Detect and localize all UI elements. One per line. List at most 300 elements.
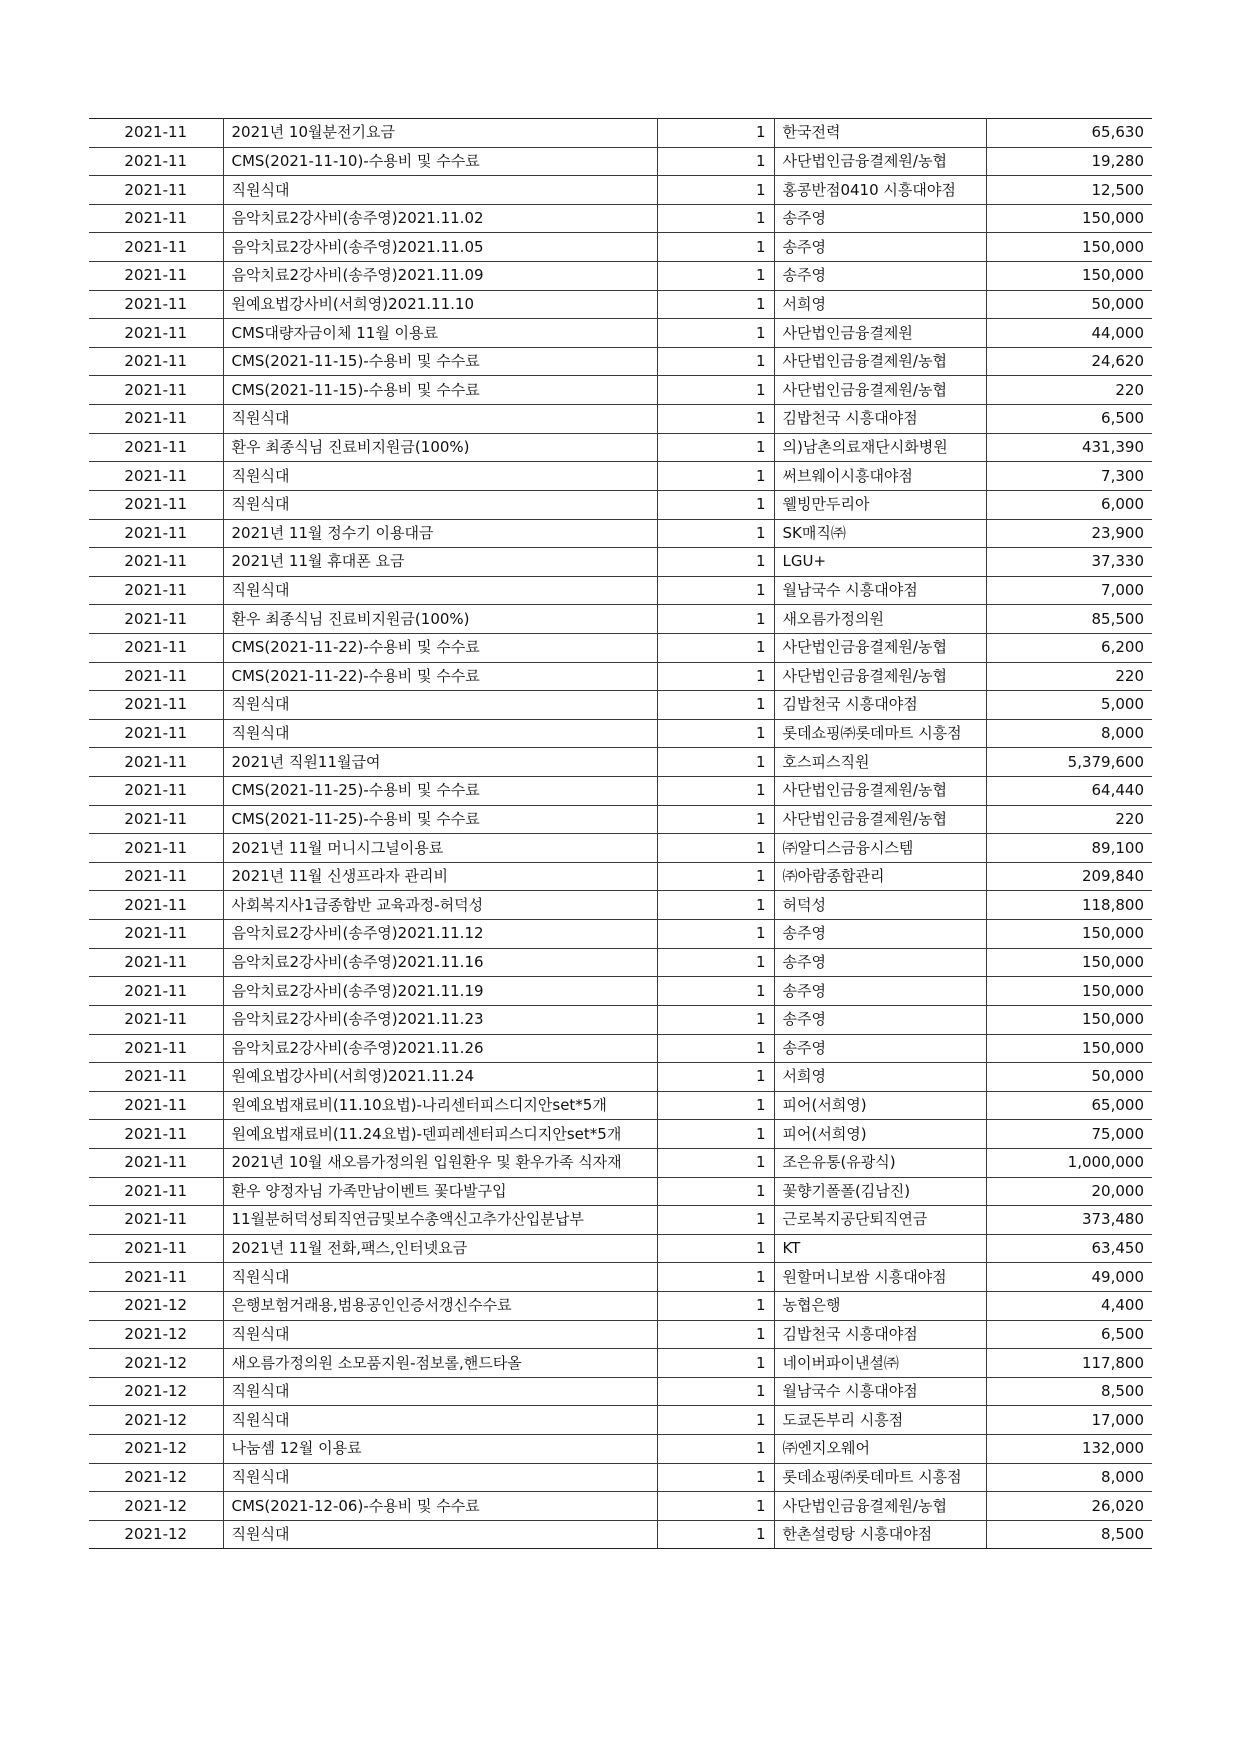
quantity-cell: 1 xyxy=(657,1177,774,1206)
table-row xyxy=(89,490,1152,519)
amount-cell: 19,280 xyxy=(986,147,1152,176)
vendor-cell: 호스피스직원 xyxy=(774,748,986,777)
table-row xyxy=(89,1263,1152,1292)
period-cell: 2021-11 xyxy=(89,319,223,348)
description-cell: 2021년 11월 신생프라자 관리비 xyxy=(223,862,657,891)
amount-cell: 44,000 xyxy=(986,319,1152,348)
amount-cell: 37,330 xyxy=(986,548,1152,577)
description-cell: 2021년 직원11월급여 xyxy=(223,748,657,777)
description-cell: 2021년 10월분전기요금 xyxy=(223,119,657,148)
vendor-cell: 한촌설렁탕 시흥대야점 xyxy=(774,1520,986,1549)
vendor-cell: 사단법인금융결제원/농협 xyxy=(774,1492,986,1521)
amount-cell: 431,390 xyxy=(986,433,1152,462)
table-row xyxy=(89,1520,1152,1549)
amount-cell: 50,000 xyxy=(986,1063,1152,1092)
table-row xyxy=(89,748,1152,777)
table-row xyxy=(89,1177,1152,1206)
amount-cell: 26,020 xyxy=(986,1492,1152,1521)
quantity-cell: 1 xyxy=(657,1320,774,1349)
table-row xyxy=(89,1291,1152,1320)
period-cell: 2021-11 xyxy=(89,805,223,834)
period-cell: 2021-11 xyxy=(89,920,223,949)
table-row xyxy=(89,1406,1152,1435)
period-cell: 2021-12 xyxy=(89,1349,223,1378)
description-cell: 음악치료2강사비(송주영)2021.11.12 xyxy=(223,920,657,949)
description-cell: 직원식대 xyxy=(223,719,657,748)
quantity-cell: 1 xyxy=(657,204,774,233)
vendor-cell: 송주영 xyxy=(774,1034,986,1063)
period-cell: 2021-11 xyxy=(89,262,223,291)
period-cell: 2021-11 xyxy=(89,748,223,777)
period-cell: 2021-11 xyxy=(89,290,223,319)
amount-cell: 65,000 xyxy=(986,1091,1152,1120)
amount-cell: 373,480 xyxy=(986,1206,1152,1235)
quantity-cell: 1 xyxy=(657,262,774,291)
quantity-cell: 1 xyxy=(657,719,774,748)
amount-cell: 150,000 xyxy=(986,948,1152,977)
period-cell: 2021-11 xyxy=(89,576,223,605)
vendor-cell: 사단법인금융결제원/농협 xyxy=(774,633,986,662)
vendor-cell: ㈜알디스금융시스템 xyxy=(774,834,986,863)
quantity-cell: 1 xyxy=(657,1034,774,1063)
amount-cell: 4,400 xyxy=(986,1291,1152,1320)
amount-cell: 118,800 xyxy=(986,891,1152,920)
description-cell: 직원식대 xyxy=(223,490,657,519)
description-cell: 직원식대 xyxy=(223,1377,657,1406)
period-cell: 2021-11 xyxy=(89,405,223,434)
period-cell: 2021-11 xyxy=(89,891,223,920)
description-cell: 음악치료2강사비(송주영)2021.11.19 xyxy=(223,977,657,1006)
period-cell: 2021-11 xyxy=(89,176,223,205)
description-cell: CMS(2021-11-25)-수용비 및 수수료 xyxy=(223,805,657,834)
amount-cell: 12,500 xyxy=(986,176,1152,205)
period-cell: 2021-11 xyxy=(89,490,223,519)
vendor-cell: 사단법인금융결제원/농협 xyxy=(774,662,986,691)
quantity-cell: 1 xyxy=(657,1492,774,1521)
amount-cell: 8,500 xyxy=(986,1377,1152,1406)
description-cell: CMS(2021-11-22)-수용비 및 수수료 xyxy=(223,633,657,662)
quantity-cell: 1 xyxy=(657,1063,774,1092)
table-row xyxy=(89,433,1152,462)
vendor-cell: 사단법인금융결제원/농협 xyxy=(774,777,986,806)
vendor-cell: 한국전력 xyxy=(774,119,986,148)
description-cell: 원예요법강사비(서희영)2021.11.24 xyxy=(223,1063,657,1092)
description-cell: CMS(2021-11-22)-수용비 및 수수료 xyxy=(223,662,657,691)
period-cell: 2021-12 xyxy=(89,1406,223,1435)
vendor-cell: 김밥천국 시흥대야점 xyxy=(774,691,986,720)
vendor-cell: SK매직㈜ xyxy=(774,519,986,548)
vendor-cell: 송주영 xyxy=(774,204,986,233)
period-cell: 2021-11 xyxy=(89,119,223,148)
vendor-cell: 새오름가정의원 xyxy=(774,605,986,634)
quantity-cell: 1 xyxy=(657,1377,774,1406)
description-cell: 직원식대 xyxy=(223,691,657,720)
description-cell: 환우 양정자님 가족만남이벤트 꽃다발구입 xyxy=(223,1177,657,1206)
description-cell: 음악치료2강사비(송주영)2021.11.05 xyxy=(223,233,657,262)
vendor-cell: 사단법인금융결제원 xyxy=(774,319,986,348)
table-row xyxy=(89,1063,1152,1092)
table-row xyxy=(89,376,1152,405)
vendor-cell: 웰빙만두리아 xyxy=(774,490,986,519)
description-cell: 직원식대 xyxy=(223,462,657,491)
amount-cell: 50,000 xyxy=(986,290,1152,319)
table-row xyxy=(89,147,1152,176)
table-row xyxy=(89,1320,1152,1349)
table-row xyxy=(89,1349,1152,1378)
quantity-cell: 1 xyxy=(657,1263,774,1292)
quantity-cell: 1 xyxy=(657,1463,774,1492)
amount-cell: 65,630 xyxy=(986,119,1152,148)
amount-cell: 150,000 xyxy=(986,204,1152,233)
period-cell: 2021-11 xyxy=(89,462,223,491)
amount-cell: 6,000 xyxy=(986,490,1152,519)
table-row xyxy=(89,1005,1152,1034)
amount-cell: 220 xyxy=(986,805,1152,834)
ledger-body xyxy=(89,119,1152,1549)
table-row xyxy=(89,605,1152,634)
period-cell: 2021-11 xyxy=(89,347,223,376)
table-row xyxy=(89,576,1152,605)
quantity-cell: 1 xyxy=(657,977,774,1006)
period-cell: 2021-12 xyxy=(89,1291,223,1320)
table-row xyxy=(89,662,1152,691)
vendor-cell: 송주영 xyxy=(774,977,986,1006)
table-row xyxy=(89,891,1152,920)
vendor-cell: 롯데쇼핑㈜롯데마트 시흥점 xyxy=(774,1463,986,1492)
vendor-cell: 원할머니보쌈 시흥대야점 xyxy=(774,1263,986,1292)
vendor-cell: 홍콩반점0410 시흥대야점 xyxy=(774,176,986,205)
amount-cell: 150,000 xyxy=(986,262,1152,291)
description-cell: CMS(2021-11-15)-수용비 및 수수료 xyxy=(223,347,657,376)
period-cell: 2021-11 xyxy=(89,948,223,977)
amount-cell: 150,000 xyxy=(986,1034,1152,1063)
period-cell: 2021-11 xyxy=(89,862,223,891)
quantity-cell: 1 xyxy=(657,1005,774,1034)
amount-cell: 209,840 xyxy=(986,862,1152,891)
vendor-cell: 서희영 xyxy=(774,290,986,319)
amount-cell: 85,500 xyxy=(986,605,1152,634)
quantity-cell: 1 xyxy=(657,1206,774,1235)
description-cell: 원예요법강사비(서희영)2021.11.10 xyxy=(223,290,657,319)
description-cell: 사회복지사1급종합반 교육과정-허덕성 xyxy=(223,891,657,920)
quantity-cell: 1 xyxy=(657,605,774,634)
period-cell: 2021-11 xyxy=(89,1177,223,1206)
quantity-cell: 1 xyxy=(657,1435,774,1464)
description-cell: 11월분허덕성퇴직연금및보수총액신고추가산입분납부 xyxy=(223,1206,657,1235)
amount-cell: 8,000 xyxy=(986,719,1152,748)
period-cell: 2021-11 xyxy=(89,1120,223,1149)
period-cell: 2021-11 xyxy=(89,1263,223,1292)
vendor-cell: LGU+ xyxy=(774,548,986,577)
quantity-cell: 1 xyxy=(657,347,774,376)
amount-cell: 150,000 xyxy=(986,920,1152,949)
period-cell: 2021-11 xyxy=(89,1206,223,1235)
period-cell: 2021-12 xyxy=(89,1520,223,1549)
table-row xyxy=(89,347,1152,376)
quantity-cell: 1 xyxy=(657,576,774,605)
description-cell: 직원식대 xyxy=(223,176,657,205)
description-cell: 2021년 11월 머니시그널이용료 xyxy=(223,834,657,863)
vendor-cell: 사단법인금융결제원/농협 xyxy=(774,805,986,834)
description-cell: 직원식대 xyxy=(223,1406,657,1435)
amount-cell: 5,000 xyxy=(986,691,1152,720)
description-cell: 2021년 11월 전화,팩스,인터넷요금 xyxy=(223,1234,657,1263)
table-row xyxy=(89,834,1152,863)
description-cell: 환우 최종식님 진료비지원금(100%) xyxy=(223,433,657,462)
quantity-cell: 1 xyxy=(657,376,774,405)
amount-cell: 89,100 xyxy=(986,834,1152,863)
table-row xyxy=(89,119,1152,148)
vendor-cell: 사단법인금융결제원/농협 xyxy=(774,376,986,405)
description-cell: 나눔셈 12월 이용료 xyxy=(223,1435,657,1464)
vendor-cell: ㈜아람종합관리 xyxy=(774,862,986,891)
quantity-cell: 1 xyxy=(657,490,774,519)
vendor-cell: ㈜엔지오웨어 xyxy=(774,1435,986,1464)
table-row xyxy=(89,862,1152,891)
vendor-cell: 근로복지공단퇴직연금 xyxy=(774,1206,986,1235)
table-row xyxy=(89,977,1152,1006)
quantity-cell: 1 xyxy=(657,1406,774,1435)
table-row xyxy=(89,462,1152,491)
description-cell: 새오름가정의원 소모품지원-점보롤,핸드타올 xyxy=(223,1349,657,1378)
vendor-cell: 의)남촌의료재단시화병원 xyxy=(774,433,986,462)
amount-cell: 7,300 xyxy=(986,462,1152,491)
quantity-cell: 1 xyxy=(657,176,774,205)
period-cell: 2021-12 xyxy=(89,1463,223,1492)
quantity-cell: 1 xyxy=(657,119,774,148)
table-row xyxy=(89,777,1152,806)
period-cell: 2021-11 xyxy=(89,1063,223,1092)
expense-ledger-table xyxy=(89,118,1152,1549)
table-row xyxy=(89,1091,1152,1120)
table-row xyxy=(89,1148,1152,1177)
period-cell: 2021-12 xyxy=(89,1320,223,1349)
period-cell: 2021-12 xyxy=(89,1435,223,1464)
table-row xyxy=(89,262,1152,291)
period-cell: 2021-11 xyxy=(89,376,223,405)
vendor-cell: 송주영 xyxy=(774,920,986,949)
description-cell: CMS대량자금이체 11월 이용료 xyxy=(223,319,657,348)
quantity-cell: 1 xyxy=(657,1091,774,1120)
amount-cell: 220 xyxy=(986,376,1152,405)
amount-cell: 1,000,000 xyxy=(986,1148,1152,1177)
amount-cell: 6,500 xyxy=(986,1320,1152,1349)
vendor-cell: 송주영 xyxy=(774,948,986,977)
vendor-cell: KT xyxy=(774,1234,986,1263)
period-cell: 2021-11 xyxy=(89,719,223,748)
period-cell: 2021-11 xyxy=(89,691,223,720)
period-cell: 2021-11 xyxy=(89,433,223,462)
period-cell: 2021-12 xyxy=(89,1377,223,1406)
quantity-cell: 1 xyxy=(657,233,774,262)
quantity-cell: 1 xyxy=(657,691,774,720)
amount-cell: 220 xyxy=(986,662,1152,691)
vendor-cell: 네이버파이낸셜㈜ xyxy=(774,1349,986,1378)
period-cell: 2021-11 xyxy=(89,633,223,662)
table-row xyxy=(89,319,1152,348)
amount-cell: 49,000 xyxy=(986,1263,1152,1292)
quantity-cell: 1 xyxy=(657,948,774,977)
period-cell: 2021-11 xyxy=(89,605,223,634)
amount-cell: 17,000 xyxy=(986,1406,1152,1435)
table-row xyxy=(89,1463,1152,1492)
amount-cell: 23,900 xyxy=(986,519,1152,548)
amount-cell: 150,000 xyxy=(986,1005,1152,1034)
quantity-cell: 1 xyxy=(657,633,774,662)
amount-cell: 64,440 xyxy=(986,777,1152,806)
period-cell: 2021-12 xyxy=(89,1492,223,1521)
table-row xyxy=(89,1234,1152,1263)
table-row xyxy=(89,1120,1152,1149)
vendor-cell: 도쿄돈부리 시흥점 xyxy=(774,1406,986,1435)
quantity-cell: 1 xyxy=(657,805,774,834)
description-cell: CMS(2021-11-15)-수용비 및 수수료 xyxy=(223,376,657,405)
amount-cell: 20,000 xyxy=(986,1177,1152,1206)
period-cell: 2021-11 xyxy=(89,1005,223,1034)
period-cell: 2021-11 xyxy=(89,519,223,548)
vendor-cell: 서희영 xyxy=(774,1063,986,1092)
period-cell: 2021-11 xyxy=(89,1034,223,1063)
table-row xyxy=(89,290,1152,319)
period-cell: 2021-11 xyxy=(89,147,223,176)
period-cell: 2021-11 xyxy=(89,233,223,262)
period-cell: 2021-11 xyxy=(89,548,223,577)
vendor-cell: 사단법인금융결제원/농협 xyxy=(774,347,986,376)
quantity-cell: 1 xyxy=(657,834,774,863)
quantity-cell: 1 xyxy=(657,862,774,891)
vendor-cell: 조은유통(유광식) xyxy=(774,1148,986,1177)
vendor-cell: 김밥천국 시흥대야점 xyxy=(774,405,986,434)
description-cell: 2021년 11월 정수기 이용대금 xyxy=(223,519,657,548)
quantity-cell: 1 xyxy=(657,920,774,949)
amount-cell: 8,000 xyxy=(986,1463,1152,1492)
description-cell: 2021년 11월 휴대폰 요금 xyxy=(223,548,657,577)
amount-cell: 8,500 xyxy=(986,1520,1152,1549)
quantity-cell: 1 xyxy=(657,1148,774,1177)
table-row xyxy=(89,805,1152,834)
quantity-cell: 1 xyxy=(657,1349,774,1378)
table-row xyxy=(89,1034,1152,1063)
description-cell: 원예요법재료비(11.10요법)-나리센터피스디지안set*5개 xyxy=(223,1091,657,1120)
description-cell: CMS(2021-11-25)-수용비 및 수수료 xyxy=(223,777,657,806)
quantity-cell: 1 xyxy=(657,519,774,548)
table-row xyxy=(89,633,1152,662)
vendor-cell: 롯데쇼핑㈜롯데마트 시흥점 xyxy=(774,719,986,748)
quantity-cell: 1 xyxy=(657,662,774,691)
quantity-cell: 1 xyxy=(657,147,774,176)
description-cell: CMS(2021-12-06)-수용비 및 수수료 xyxy=(223,1492,657,1521)
quantity-cell: 1 xyxy=(657,1520,774,1549)
quantity-cell: 1 xyxy=(657,319,774,348)
table-row xyxy=(89,233,1152,262)
quantity-cell: 1 xyxy=(657,462,774,491)
description-cell: 2021년 10월 새오름가정의원 입원환우 및 환우가족 식자재 xyxy=(223,1148,657,1177)
vendor-cell: 허덕성 xyxy=(774,891,986,920)
period-cell: 2021-11 xyxy=(89,777,223,806)
amount-cell: 24,620 xyxy=(986,347,1152,376)
amount-cell: 7,000 xyxy=(986,576,1152,605)
quantity-cell: 1 xyxy=(657,1120,774,1149)
description-cell: 환우 최종식님 진료비지원금(100%) xyxy=(223,605,657,634)
vendor-cell: 꽃향기폴폴(김남진) xyxy=(774,1177,986,1206)
table-row xyxy=(89,719,1152,748)
table-row xyxy=(89,519,1152,548)
quantity-cell: 1 xyxy=(657,1234,774,1263)
period-cell: 2021-11 xyxy=(89,204,223,233)
table-row xyxy=(89,1206,1152,1235)
table-row xyxy=(89,948,1152,977)
vendor-cell: 송주영 xyxy=(774,1005,986,1034)
description-cell: 직원식대 xyxy=(223,1520,657,1549)
description-cell: 직원식대 xyxy=(223,1463,657,1492)
amount-cell: 117,800 xyxy=(986,1349,1152,1378)
vendor-cell: 김밥천국 시흥대야점 xyxy=(774,1320,986,1349)
vendor-cell: 송주영 xyxy=(774,233,986,262)
quantity-cell: 1 xyxy=(657,290,774,319)
period-cell: 2021-11 xyxy=(89,662,223,691)
quantity-cell: 1 xyxy=(657,1291,774,1320)
description-cell: 음악치료2강사비(송주영)2021.11.26 xyxy=(223,1034,657,1063)
amount-cell: 150,000 xyxy=(986,977,1152,1006)
description-cell: 직원식대 xyxy=(223,576,657,605)
table-row xyxy=(89,1435,1152,1464)
table-row xyxy=(89,204,1152,233)
amount-cell: 6,500 xyxy=(986,405,1152,434)
description-cell: 음악치료2강사비(송주영)2021.11.23 xyxy=(223,1005,657,1034)
amount-cell: 132,000 xyxy=(986,1435,1152,1464)
amount-cell: 5,379,600 xyxy=(986,748,1152,777)
table-row xyxy=(89,920,1152,949)
period-cell: 2021-11 xyxy=(89,1234,223,1263)
table-row xyxy=(89,176,1152,205)
description-cell: 은행보험거래용,범용공인인증서갱신수수료 xyxy=(223,1291,657,1320)
period-cell: 2021-11 xyxy=(89,834,223,863)
description-cell: CMS(2021-11-10)-수용비 및 수수료 xyxy=(223,147,657,176)
amount-cell: 63,450 xyxy=(986,1234,1152,1263)
description-cell: 직원식대 xyxy=(223,1263,657,1292)
quantity-cell: 1 xyxy=(657,891,774,920)
description-cell: 음악치료2강사비(송주영)2021.11.09 xyxy=(223,262,657,291)
vendor-cell: 송주영 xyxy=(774,262,986,291)
vendor-cell: 피어(서희영) xyxy=(774,1091,986,1120)
period-cell: 2021-11 xyxy=(89,1091,223,1120)
vendor-cell: 농협은행 xyxy=(774,1291,986,1320)
vendor-cell: 월남국수 시흥대야점 xyxy=(774,576,986,605)
table-row xyxy=(89,548,1152,577)
amount-cell: 6,200 xyxy=(986,633,1152,662)
table-row xyxy=(89,691,1152,720)
quantity-cell: 1 xyxy=(657,748,774,777)
description-cell: 직원식대 xyxy=(223,405,657,434)
vendor-cell: 사단법인금융결제원/농협 xyxy=(774,147,986,176)
period-cell: 2021-11 xyxy=(89,1148,223,1177)
table-row xyxy=(89,405,1152,434)
period-cell: 2021-11 xyxy=(89,977,223,1006)
quantity-cell: 1 xyxy=(657,548,774,577)
description-cell: 직원식대 xyxy=(223,1320,657,1349)
quantity-cell: 1 xyxy=(657,405,774,434)
amount-cell: 75,000 xyxy=(986,1120,1152,1149)
vendor-cell: 써브웨이시흥대야점 xyxy=(774,462,986,491)
quantity-cell: 1 xyxy=(657,433,774,462)
table-row xyxy=(89,1492,1152,1521)
quantity-cell: 1 xyxy=(657,777,774,806)
description-cell: 음악치료2강사비(송주영)2021.11.16 xyxy=(223,948,657,977)
vendor-cell: 월남국수 시흥대야점 xyxy=(774,1377,986,1406)
description-cell: 음악치료2강사비(송주영)2021.11.02 xyxy=(223,204,657,233)
table-row xyxy=(89,1377,1152,1406)
description-cell: 원예요법재료비(11.24요법)-덴피레센터피스디지안set*5개 xyxy=(223,1120,657,1149)
